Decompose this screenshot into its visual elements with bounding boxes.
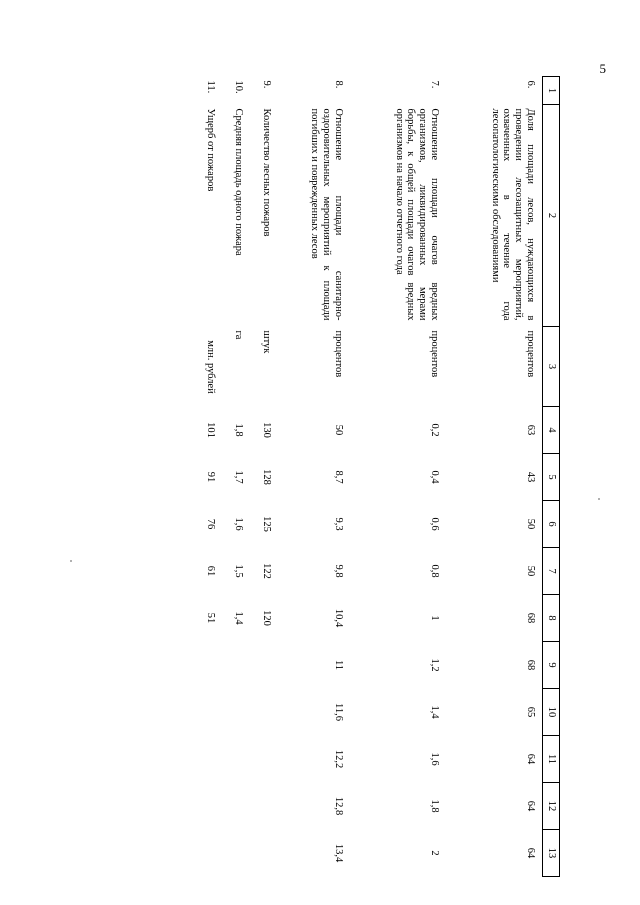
column-header: 13 [543,830,560,877]
value-cell: 12,8 [333,796,344,816]
value-cell: 1,5 [233,564,244,578]
value-cell: 125 [261,516,272,532]
value-cell: 64 [525,847,536,859]
table-row [446,77,543,877]
value-cell: 64 [525,800,536,812]
scan-speck [70,560,72,562]
value-cell: 1,7 [233,470,244,484]
scan-speck [598,498,600,500]
value-cell: 91 [205,471,216,483]
indicator-name: Отношение площади санитарно-оздоровительных мероприятий к площади погибших и поврежденных лесов [309,108,344,321]
column-header: 9 [543,642,560,689]
value-cell [222,642,250,689]
rotated-table-container [130,76,560,876]
value-cell: 1,8 [233,423,244,437]
value-cell: 1 [429,615,440,621]
value-cell: 11,6 [333,703,344,721]
column-header: 8 [543,595,560,642]
value-cell [222,830,250,877]
value-cell [250,736,278,783]
value-cell: 50 [525,565,536,577]
value-cell: 1,4 [429,705,440,719]
value-cell [186,689,222,736]
page-number: 5 [599,61,606,76]
unit: млн. рублей [205,340,216,394]
table-row [222,77,250,877]
column-header: 6 [543,501,560,548]
value-cell: 64 [525,753,536,765]
value-cell: 65 [525,706,536,718]
value-cell [250,830,278,877]
indicator-name: Средняя площадь одного пожара [233,108,244,256]
value-cell [250,642,278,689]
value-cell: 0,8 [429,564,440,578]
value-cell: 9,3 [333,517,344,531]
value-cell [186,736,222,783]
value-cell: 0,4 [429,470,440,484]
row-number: 10. [233,80,244,94]
table-row [250,77,278,877]
value-cell [222,689,250,736]
value-cell: 51 [205,612,216,624]
unit: процентов [333,330,344,378]
value-cell: 63 [525,424,536,436]
row-number: 6. [525,80,536,89]
column-header: 1 [543,77,560,105]
value-cell: 128 [261,469,272,485]
column-header: 5 [543,454,560,501]
value-cell: 1,6 [429,752,440,766]
value-cell [186,783,222,830]
value-cell: 1,2 [429,658,440,672]
value-cell: 101 [205,422,216,438]
value-cell [186,830,222,877]
value-cell [186,642,222,689]
column-header: 11 [543,736,560,783]
unit: процентов [525,330,536,378]
value-cell: 0,6 [429,517,440,531]
value-cell: 10,4 [333,608,344,628]
indicator-name: Количество лесных пожаров [261,108,272,237]
value-cell: 11 [333,659,344,671]
indicator-name: Ущерб от пожаров [205,108,216,192]
value-cell [222,736,250,783]
value-cell: 122 [261,563,272,579]
value-cell [250,783,278,830]
value-cell: 2 [429,850,440,856]
column-header: 7 [543,548,560,595]
row-number: 7. [429,80,440,89]
row-number: 11. [205,80,216,94]
column-header: 2 [543,105,560,327]
value-cell [250,689,278,736]
row-number: 9. [261,80,272,89]
value-cell [222,783,250,830]
unit: га [233,330,244,340]
indicator-name: Доля площади лесов, нуждающихся в проведении лесозащитных мероприятий, охваченных в течение года лесопатологическими обследованиями [489,108,536,321]
unit: штук [261,330,272,354]
value-cell: 13,4 [333,843,344,863]
unit: процентов [429,330,440,378]
value-cell: 68 [525,612,536,624]
column-header: 10 [543,689,560,736]
value-cell: 12,2 [333,749,344,769]
table-row [186,77,222,877]
value-cell: 1,8 [429,799,440,813]
value-cell: 120 [261,610,272,626]
table-row [350,77,446,877]
column-header: 12 [543,783,560,830]
row-number: 8. [333,80,344,89]
value-cell: 76 [205,518,216,530]
column-header: 3 [543,327,560,407]
value-cell: 130 [261,422,272,438]
value-cell: 8,7 [333,470,344,484]
value-cell: 50 [333,424,344,436]
value-cell: 61 [205,565,216,577]
indicator-name: Отношение площади очагов вредных организмов, ликвидированных мерами борьбы, к общей площади очагов вредных организмов на начало отчетного года [393,108,440,321]
column-header: 4 [543,407,560,454]
value-cell: 1,6 [233,517,244,531]
value-cell: 9,8 [333,564,344,578]
table-row [278,77,350,877]
value-cell: 50 [525,518,536,530]
value-cell: 68 [525,659,536,671]
value-cell: 43 [525,471,536,483]
indicators-table [186,76,560,877]
value-cell: 1,4 [233,611,244,625]
value-cell: 0,2 [429,423,440,437]
header-row [543,77,560,877]
